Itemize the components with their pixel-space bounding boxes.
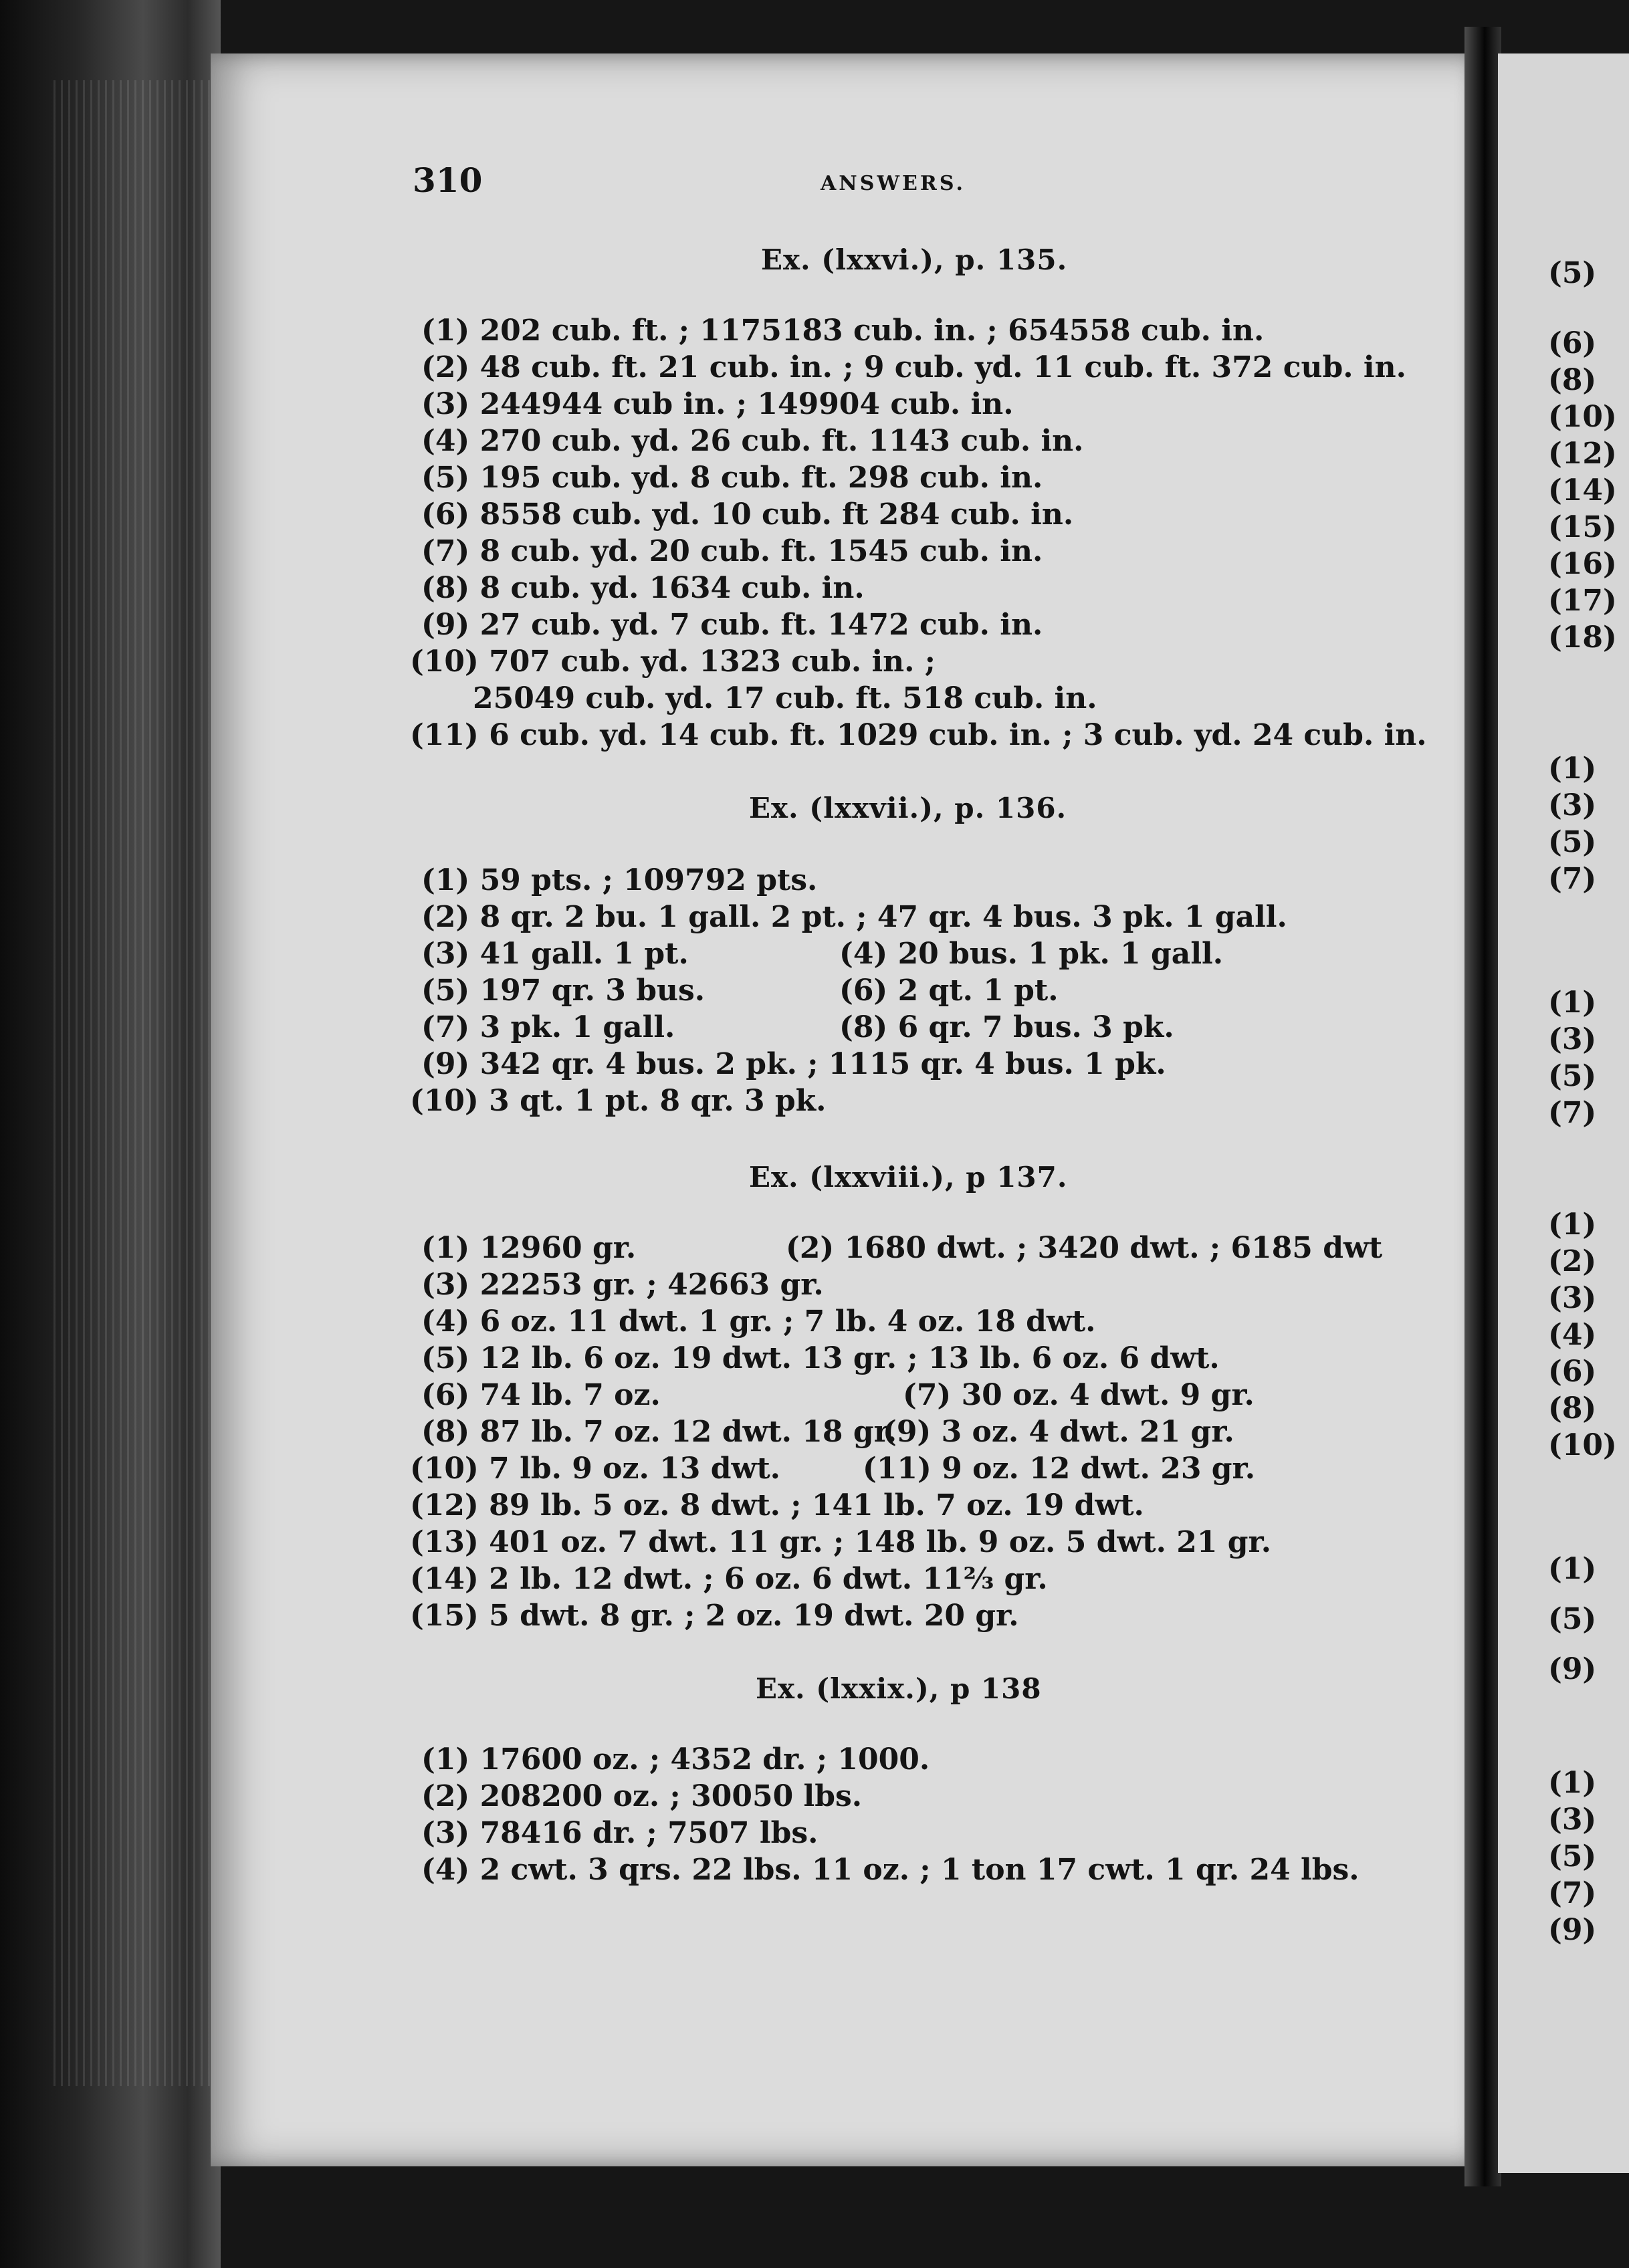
- answer-line: (2) 48 cub. ft. 21 cub. in. ; 9 cub. yd. 11 cub. ft. 372 cub. in.: [421, 350, 1406, 384]
- next-page-label: (5): [1548, 256, 1597, 290]
- next-page-label: (9): [1548, 1913, 1597, 1947]
- answer-line: (9) 342 qr. 4 bus. 2 pk. ; 1115 qr. 4 bus. 1 pk.: [421, 1047, 1166, 1081]
- answer-line: (8) 87 lb. 7 oz. 12 dwt. 18 gr.: [421, 1415, 897, 1449]
- next-page-label: (7): [1548, 862, 1597, 896]
- next-page-label: (9): [1548, 1652, 1597, 1686]
- answer-line: (3) 78416 dr. ; 7507 lbs.: [421, 1816, 819, 1850]
- answer-line: (1) 59 pts. ; 109792 pts.: [421, 863, 818, 897]
- answer-line: (14) 2 lb. 12 dwt. ; 6 oz. 6 dwt. 11⅔ gr.: [410, 1562, 1048, 1596]
- next-page-label: (5): [1548, 825, 1597, 859]
- next-page-label: (5): [1548, 1839, 1597, 1874]
- next-page-label: (16): [1548, 547, 1617, 581]
- section-heading: Ex. (lxxviii.), p 137.: [749, 1161, 1068, 1194]
- answer-line: 25049 cub. yd. 17 cub. ft. 518 cub. in.: [473, 681, 1097, 715]
- answer-line: (15) 5 dwt. 8 gr. ; 2 oz. 19 dwt. 20 gr.: [410, 1599, 1019, 1633]
- answer-line: (3) 244944 cub in. ; 149904 cub. in.: [421, 387, 1014, 421]
- answer-line: (5) 195 cub. yd. 8 cub. ft. 298 cub. in.: [421, 461, 1043, 495]
- answer-line: (2) 8 qr. 2 bu. 1 gall. 2 pt. ; 47 qr. 4 bus. 3 pk. 1 gall.: [421, 900, 1287, 934]
- answer-line: (12) 89 lb. 5 oz. 8 dwt. ; 141 lb. 7 oz. 19 dwt.: [410, 1488, 1144, 1522]
- running-title: ANSWERS.: [821, 172, 966, 195]
- next-page-label: (5): [1548, 1059, 1597, 1093]
- book-gutter: [1464, 27, 1501, 2186]
- answer-line: (9) 27 cub. yd. 7 cub. ft. 1472 cub. in.: [421, 608, 1043, 642]
- answer-line: (4) 270 cub. yd. 26 cub. ft. 1143 cub. in.: [421, 424, 1084, 458]
- book-spine-edge: [0, 0, 221, 2268]
- next-page-label: (2): [1548, 1244, 1597, 1278]
- answer-line: (5) 197 qr. 3 bus.: [421, 974, 705, 1008]
- next-page-label: (8): [1548, 363, 1597, 397]
- answer-line: (1) 202 cub. ft. ; 1175183 cub. in. ; 654558 cub. in.: [421, 314, 1265, 348]
- answer-line: (1) 17600 oz. ; 4352 dr. ; 1000.: [421, 1742, 930, 1777]
- answer-line: (5) 12 lb. 6 oz. 19 dwt. 13 gr. ; 13 lb. 6 oz. 6 dwt.: [421, 1341, 1220, 1375]
- answer-line: (10) 3 qt. 1 pt. 8 qr. 3 pk.: [410, 1084, 827, 1118]
- answer-line: (2) 208200 oz. ; 30050 lbs.: [421, 1779, 863, 1813]
- answer-line: (7) 3 pk. 1 gall.: [421, 1010, 675, 1044]
- answer-line: (4) 2 cwt. 3 qrs. 22 lbs. 11 oz. ; 1 ton 17 cwt. 1 qr. 24 lbs.: [421, 1853, 1360, 1887]
- answer-line: (3) 22253 gr. ; 42663 gr.: [421, 1268, 824, 1302]
- answer-line: (8) 8 cub. yd. 1634 cub. in.: [421, 571, 865, 605]
- section-heading: Ex. (lxxix.), p 138: [756, 1672, 1042, 1705]
- next-page-label: (4): [1548, 1318, 1597, 1352]
- next-page-label: (8): [1548, 1391, 1597, 1426]
- next-page-label: (12): [1548, 437, 1617, 471]
- answer-line: (6) 2 qt. 1 pt.: [839, 974, 1059, 1008]
- next-page-label: (10): [1548, 1428, 1617, 1462]
- next-page-label: (3): [1548, 1022, 1597, 1056]
- next-page-label: (6): [1548, 326, 1597, 360]
- next-page-label: (1): [1548, 1552, 1597, 1586]
- next-page-label: (6): [1548, 1355, 1597, 1389]
- left-page: [211, 53, 1478, 2166]
- next-page-label: (15): [1548, 510, 1617, 544]
- answer-line: (7) 8 cub. yd. 20 cub. ft. 1545 cub. in.: [421, 534, 1043, 568]
- answer-line: (3) 41 gall. 1 pt.: [421, 937, 689, 971]
- next-page-label: (10): [1548, 400, 1617, 434]
- next-page-edge: [1498, 53, 1629, 2173]
- next-page-label: (3): [1548, 1281, 1597, 1315]
- next-page-label: (7): [1548, 1096, 1597, 1130]
- answer-line: (1) 12960 gr.: [421, 1231, 637, 1265]
- answer-line: (8) 6 qr. 7 bus. 3 pk.: [839, 1010, 1174, 1044]
- answer-line: (11) 6 cub. yd. 14 cub. ft. 1029 cub. in. ; 3 cub. yd. 24 cub. in.: [410, 718, 1427, 752]
- answer-line: (6) 8558 cub. yd. 10 cub. ft 284 cub. in.: [421, 497, 1074, 532]
- next-page-label: (3): [1548, 1803, 1597, 1837]
- page-number: 310: [413, 160, 483, 200]
- answer-line: (9) 3 oz. 4 dwt. 21 gr.: [883, 1415, 1234, 1449]
- next-page-label: (1): [1548, 1208, 1597, 1242]
- next-page-label: (7): [1548, 1876, 1597, 1910]
- next-page-label: (1): [1548, 986, 1597, 1020]
- next-page-label: (1): [1548, 1766, 1597, 1800]
- answer-line: (2) 1680 dwt. ; 3420 dwt. ; 6185 dwt: [786, 1231, 1383, 1265]
- answer-line: (11) 9 oz. 12 dwt. 23 gr.: [863, 1452, 1256, 1486]
- answer-line: (10) 707 cub. yd. 1323 cub. in. ;: [410, 645, 936, 679]
- answer-line: (4) 20 bus. 1 pk. 1 gall.: [839, 937, 1224, 971]
- answer-line: (10) 7 lb. 9 oz. 13 dwt.: [410, 1452, 780, 1486]
- answer-line: (13) 401 oz. 7 dwt. 11 gr. ; 148 lb. 9 oz. 5 dwt. 21 gr.: [410, 1525, 1272, 1559]
- section-heading: Ex. (lxxvii.), p. 136.: [749, 792, 1067, 824]
- answer-line: (6) 74 lb. 7 oz.: [421, 1378, 661, 1412]
- next-page-label: (17): [1548, 584, 1617, 618]
- next-page-label: (3): [1548, 788, 1597, 822]
- section-heading: Ex. (lxxvi.), p. 135.: [761, 243, 1068, 276]
- next-page-label: (14): [1548, 473, 1617, 507]
- answer-line: (7) 30 oz. 4 dwt. 9 gr.: [903, 1378, 1255, 1412]
- next-page-label: (18): [1548, 620, 1617, 655]
- next-page-label: (1): [1548, 752, 1597, 786]
- answer-line: (4) 6 oz. 11 dwt. 1 gr. ; 7 lb. 4 oz. 18 dwt.: [421, 1305, 1096, 1339]
- next-page-label: (5): [1548, 1602, 1597, 1636]
